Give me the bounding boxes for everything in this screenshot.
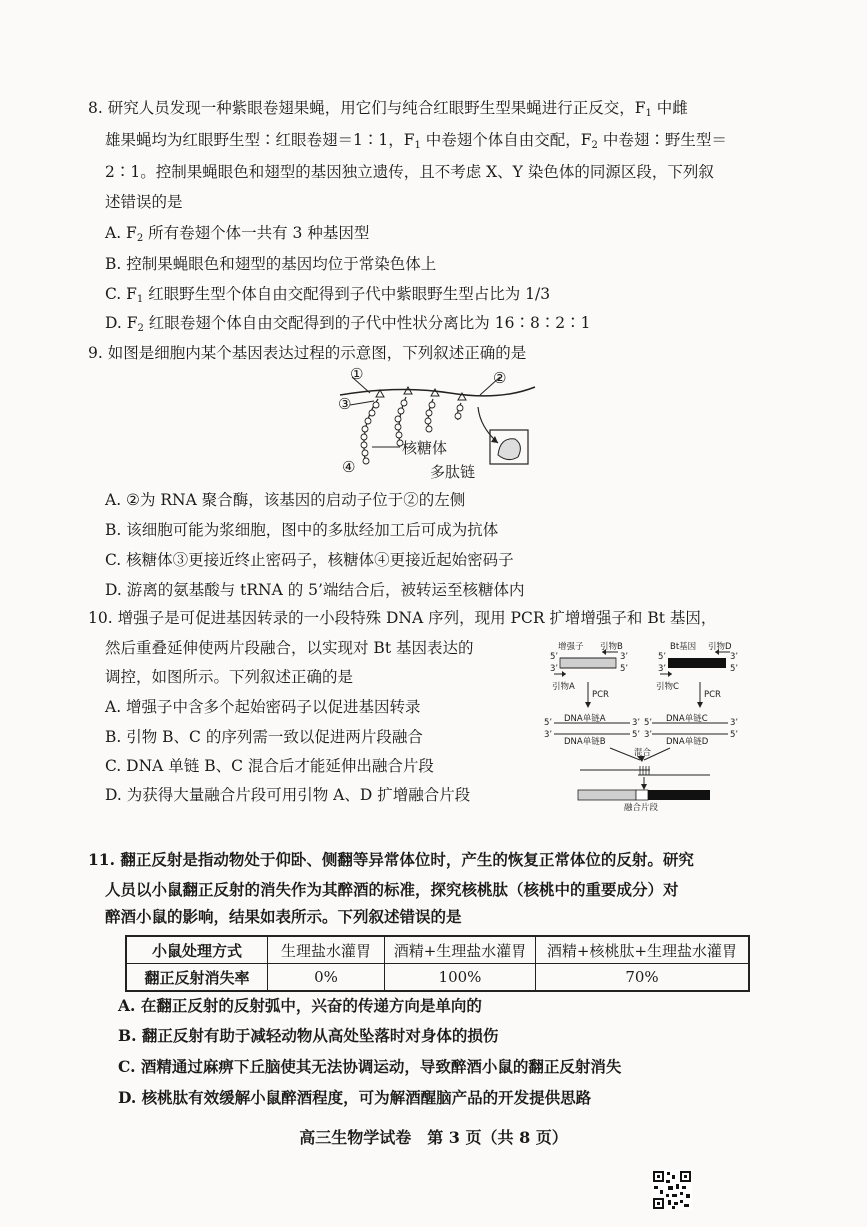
q9-gene-expression-diagram	[330, 365, 540, 490]
q10-label-ss-a: DNA单链A	[564, 714, 606, 724]
q9-stem: 9. 如图是细胞内某个基因表达过程的示意图，下列叙述正确的是	[88, 344, 527, 362]
q10-option-b: B. 引物 B、C 的序列需一致以促进两片段融合	[105, 728, 423, 746]
q10-label-3b: 3’	[620, 652, 629, 662]
q10-label-5e: 5’	[544, 718, 553, 728]
table-header-cell: 生理盐水灌胃	[268, 936, 385, 964]
q9-option-a: A. ②为 RNA 聚合酶，该基因的启动子位于②的左侧	[105, 491, 466, 509]
q11-stem-line2: 人员以小鼠翻正反射的消失作为其醉酒的标准，探究核桃肽（核桃中的重要成分）对	[105, 880, 679, 899]
q11-option-d: D. 核桃肽有效缓解小鼠醉酒程度，可为解酒醒脑产品的开发提供思路	[118, 1088, 592, 1107]
q11-option-b: B. 翻正反射有助于减轻动物从高处坠落时对身体的损伤	[118, 1026, 499, 1045]
q10-stem-line1: 10. 增强子是可促进基因转录的一小段特殊 DNA 序列，现用 PCR 扩增增强子和 Bt 基因，	[88, 609, 717, 627]
q8-option-a: A. $F_2$ 所有卷翅个体一共有 3 种基因型	[105, 224, 370, 244]
table-row	[126, 964, 749, 992]
q11-stem-line3: 醉酒小鼠的影响，结果如表所示。下列叙述错误的是	[105, 907, 462, 926]
q9-label-3: ③	[338, 395, 352, 413]
q9-label-4: ④	[342, 458, 356, 476]
q11-stem-line1: 11. 翻正反射是指动物处于仰卧、侧翻等异常体位时，产生的恢复正常体位的反射。研究	[88, 850, 694, 869]
q9-label-1: ①	[350, 365, 364, 383]
page-footer: 高三生物学试卷 第 3 页（共 8 页）	[299, 1128, 568, 1147]
q10-label-5c: 5’	[658, 652, 667, 662]
q10-label-pcr-right: PCR	[704, 690, 721, 700]
q10-label-3g: 3’	[644, 730, 653, 740]
q10-option-d: D. 为获得大量融合片段可用引物 A、D 扩增融合片段	[105, 786, 471, 804]
q10-stem-line2: 然后重叠延伸使两片段融合，以实现对 Bt 基因表达的	[105, 639, 474, 657]
q10-label-5g: 5’	[644, 718, 653, 728]
q10-label-ss-c: DNA单链C	[666, 714, 708, 724]
q11-option-c: C. 酒精通过麻痹下丘脑使其无法协调运动，导致醉酒小鼠的翻正反射消失	[118, 1057, 622, 1076]
q10-label-5h: 5’	[730, 730, 739, 740]
q8-stem-line1: 8. 研究人员发现一种紫眼卷翅果蝇，用它们与纯合红眼野生型果蝇进行正反交，$F_1$ 中雌	[88, 99, 688, 119]
q10-label-5f: 5’	[632, 730, 641, 740]
q10-label-ss-b: DNA单链B	[564, 737, 606, 747]
table-cell: 0%	[268, 964, 385, 992]
q10-option-c: C. DNA 单链 B、C 混合后才能延伸出融合片段	[105, 757, 434, 775]
q10-label-ss-d: DNA单链D	[666, 737, 709, 747]
q9-option-d: D. 游离的氨基酸与 tRNA 的 5’端结合后，被转运至核糖体内	[105, 581, 525, 599]
q10-label-5b: 5’	[620, 664, 629, 674]
q8-stem-line3: 2∶1。控制果蝇眼色和翅型的基因独立遗传，且不考虑 X、Y 染色体的同源区段，下列叙	[105, 163, 714, 181]
q10-label-5d: 5’	[730, 664, 739, 674]
q10-label-primer-b: 引物B	[600, 642, 623, 652]
q10-label-mix: 混合	[634, 748, 652, 758]
q10-label-pcr-left: PCR	[592, 690, 609, 700]
q10-label-primer-a: 引物A	[552, 682, 575, 692]
q10-label-primer-c: 引物C	[656, 682, 679, 692]
q8-option-b: B. 控制果蝇眼色和翅型的基因均位于常染色体上	[105, 255, 437, 273]
table-cell: 100%	[385, 964, 536, 992]
q10-pcr-fusion-diagram	[540, 638, 745, 813]
q9-option-b: B. 该细胞可能为浆细胞，图中的多肽经加工后可成为抗体	[105, 521, 499, 539]
table-header-cell: 小鼠处理方式	[126, 936, 268, 964]
table-cell: 翻正反射消失率	[126, 964, 268, 992]
q8-option-c: C. $F_1$ 红眼野生型个体自由交配得到子代中紫眼野生型占比为 1/3	[105, 285, 551, 305]
q10-label-3f: 3’	[632, 718, 641, 728]
table-cell: 70%	[536, 964, 750, 992]
q8-option-d: D. $F_2$ 红眼卷翅个体自由交配得到的子代中性状分离比为 16∶8∶2∶1	[105, 314, 591, 334]
q10-label-bt: Bt基因	[670, 642, 697, 652]
q8-stem-line4: 述错误的是	[105, 193, 183, 211]
q10-stem-line3: 调控，如图所示。下列叙述正确的是	[105, 668, 354, 686]
q9-label-2: ②	[493, 369, 507, 387]
q10-label-3d: 3’	[730, 652, 739, 662]
qr-code-icon	[652, 1170, 692, 1210]
q9-option-c: C. 核糖体③更接近终止密码子，核糖体④更接近起始密码子	[105, 551, 514, 569]
q10-diagram-svg	[540, 638, 745, 810]
q10-option-a: A. 增强子中含多个起始密码子以促进基因转录	[105, 698, 421, 716]
q10-label-3c: 3’	[658, 664, 667, 674]
table-row	[126, 936, 749, 964]
q9-label-peptide: 多肽链	[430, 463, 476, 481]
table-header-cell: 酒精+生理盐水灌胃	[385, 936, 536, 964]
q8-stem-line2: 雄果蝇均为红眼野生型∶红眼卷翅＝1∶1，$F_1$ 中卷翅个体自由交配，$F_2$ 中卷翅∶野生型＝	[105, 131, 727, 151]
q10-label-enhancer: 增强子	[558, 642, 584, 652]
q11-results-table	[125, 935, 750, 992]
q10-label-primer-d: 引物D	[708, 642, 732, 652]
q10-label-3h: 3’	[730, 718, 739, 728]
q10-label-3a: 3’	[550, 664, 559, 674]
q9-label-ribosome: 核糖体	[402, 439, 448, 457]
q11-option-a: A. 在翻正反射的反射弧中，兴奋的传递方向是单向的	[118, 996, 482, 1015]
table-header-cell: 酒精+核桃肽+生理盐水灌胃	[536, 936, 750, 964]
q10-label-5a: 5’	[550, 652, 559, 662]
q10-label-3e: 3’	[544, 730, 553, 740]
q10-label-fusion: 融合片段	[624, 803, 659, 813]
